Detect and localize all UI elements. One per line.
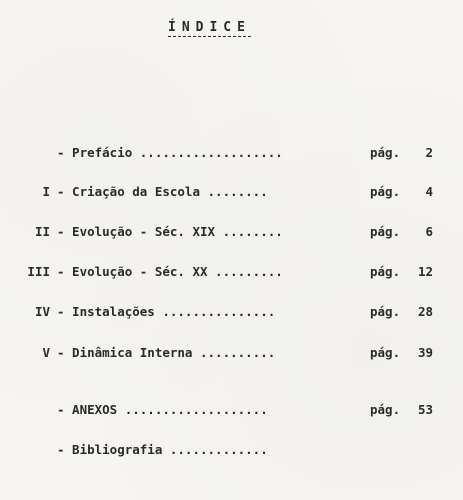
toc-page-prefix: pág. <box>370 304 401 319</box>
page-title: ÍNDICE <box>168 20 251 35</box>
toc-page-prefix: pág. <box>370 224 401 239</box>
toc-label: - Prefácio ................... <box>57 145 283 160</box>
toc-page-prefix: pág. <box>370 264 401 279</box>
toc-label: - ANEXOS ................... <box>57 402 268 417</box>
toc-page-prefix: pág. <box>370 345 401 360</box>
toc-page-number: 39 <box>417 345 433 360</box>
toc-page-number: 12 <box>417 264 433 279</box>
toc-page-number: 6 <box>425 224 433 239</box>
toc-label: - Instalações ............... <box>57 304 276 319</box>
toc-label: - Criação da Escola ........ <box>57 184 268 199</box>
toc-page-number: 28 <box>417 304 433 319</box>
toc-numeral <box>0 441 50 459</box>
toc-numeral: II <box>34 224 50 239</box>
toc-label: - Dinâmica Interna .......... <box>57 345 276 360</box>
toc-page-number: 2 <box>425 145 433 160</box>
toc-page-prefix: pág. <box>370 145 401 160</box>
toc-numeral: I <box>42 184 50 199</box>
toc-numeral: III <box>27 264 50 279</box>
toc-numeral <box>0 401 50 419</box>
toc-label: - Bibliografia ............. <box>57 442 268 457</box>
toc-page-prefix: pág. <box>370 184 401 199</box>
toc-numeral: IV <box>34 304 50 319</box>
toc-page-number <box>403 441 433 459</box>
toc-label: - Evolução - Séc. XX ......... <box>57 264 283 279</box>
toc-label: - Evolução - Séc. XIX ........ <box>57 224 283 239</box>
toc-numeral: V <box>42 345 50 360</box>
toc-page-prefix: pág. <box>370 402 401 417</box>
toc-page-number: 4 <box>425 184 433 199</box>
toc-page-number: 53 <box>417 402 433 417</box>
